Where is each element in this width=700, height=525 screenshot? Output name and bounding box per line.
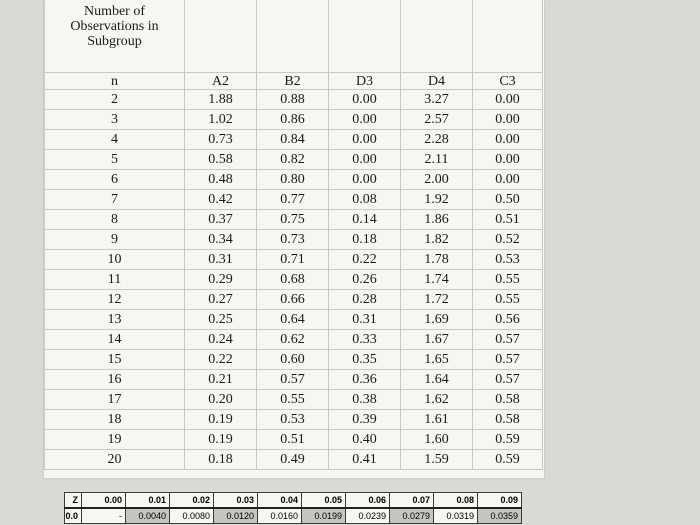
z-value-cell: 0.0199 xyxy=(302,508,346,524)
cell-d3: 0.26 xyxy=(329,270,401,290)
cell-a2: 0.34 xyxy=(185,230,257,250)
z-corner-label: Z xyxy=(65,493,82,509)
cell-d3: 0.00 xyxy=(329,170,401,190)
table-row xyxy=(45,370,543,390)
z-value-cell: 0.0279 xyxy=(390,508,434,524)
table-row xyxy=(45,430,543,450)
column-header-c3: C3 xyxy=(473,73,543,90)
cell-c3: 0.00 xyxy=(473,90,543,110)
header-spacer xyxy=(329,0,401,73)
z-value-cell: 0.0359 xyxy=(478,508,522,524)
table-title-line: Number of xyxy=(83,4,146,19)
cell-d3: 0.22 xyxy=(329,250,401,270)
table-row xyxy=(45,290,543,310)
cell-d3: 0.00 xyxy=(329,110,401,130)
cell-b2: 0.80 xyxy=(257,170,329,190)
cell-c3: 0.00 xyxy=(473,170,543,190)
cell-d4: 1.82 xyxy=(401,230,473,250)
z-value-cell: 0.0040 xyxy=(126,508,170,524)
cell-n: 14 xyxy=(45,330,185,350)
z-value-row xyxy=(65,508,522,524)
cell-d4: 2.00 xyxy=(401,170,473,190)
cell-a2: 0.18 xyxy=(185,450,257,470)
cell-d3: 0.31 xyxy=(329,310,401,330)
cell-n: 10 xyxy=(45,250,185,270)
cell-n: 19 xyxy=(45,430,185,450)
cell-d3: 0.28 xyxy=(329,290,401,310)
cell-a2: 0.19 xyxy=(185,430,257,450)
cell-a2: 0.22 xyxy=(185,350,257,370)
cell-n: 9 xyxy=(45,230,185,250)
z-value-cell: - xyxy=(82,508,126,524)
cell-d3: 0.14 xyxy=(329,210,401,230)
cell-n: 20 xyxy=(45,450,185,470)
header-spacer xyxy=(473,0,543,73)
cell-n: 13 xyxy=(45,310,185,330)
z-column-header: 0.09 xyxy=(478,493,522,509)
cell-c3: 0.59 xyxy=(473,430,543,450)
z-table-strip xyxy=(64,492,522,524)
cell-c3: 0.00 xyxy=(473,110,543,130)
z-column-header: 0.00 xyxy=(82,493,126,509)
cell-d4: 1.74 xyxy=(401,270,473,290)
cell-d4: 1.64 xyxy=(401,370,473,390)
cell-d4: 1.69 xyxy=(401,310,473,330)
table-row xyxy=(45,190,543,210)
cell-d3: 0.00 xyxy=(329,130,401,150)
cell-b2: 0.82 xyxy=(257,150,329,170)
cell-d3: 0.18 xyxy=(329,230,401,250)
cell-a2: 0.73 xyxy=(185,130,257,150)
table-row xyxy=(45,150,543,170)
cell-b2: 0.68 xyxy=(257,270,329,290)
z-column-header: 0.08 xyxy=(434,493,478,509)
table-row xyxy=(45,310,543,330)
cell-c3: 0.56 xyxy=(473,310,543,330)
header-spacer xyxy=(401,0,473,73)
table-title xyxy=(45,0,185,73)
cell-b2: 0.60 xyxy=(257,350,329,370)
table-row xyxy=(45,130,543,150)
cell-c3: 0.58 xyxy=(473,410,543,430)
z-column-header: 0.01 xyxy=(126,493,170,509)
cell-b2: 0.66 xyxy=(257,290,329,310)
table-row xyxy=(45,450,543,470)
cell-c3: 0.55 xyxy=(473,270,543,290)
header-spacer xyxy=(185,0,257,73)
cell-n: 5 xyxy=(45,150,185,170)
cell-n: 17 xyxy=(45,390,185,410)
z-row-label: 0.0 xyxy=(65,508,82,524)
cell-c3: 0.57 xyxy=(473,350,543,370)
cell-d4: 1.67 xyxy=(401,330,473,350)
header-spacer xyxy=(257,0,329,73)
cell-b2: 0.51 xyxy=(257,430,329,450)
cell-a2: 1.02 xyxy=(185,110,257,130)
cell-d3: 0.33 xyxy=(329,330,401,350)
z-column-header: 0.07 xyxy=(390,493,434,509)
z-column-header: 0.06 xyxy=(346,493,390,509)
cell-d4: 1.62 xyxy=(401,390,473,410)
cell-d3: 0.41 xyxy=(329,450,401,470)
cell-c3: 0.58 xyxy=(473,390,543,410)
cell-a2: 0.29 xyxy=(185,270,257,290)
z-column-header: 0.02 xyxy=(170,493,214,509)
cell-n: 2 xyxy=(45,90,185,110)
cell-b2: 0.73 xyxy=(257,230,329,250)
table-title-line: Subgroup xyxy=(87,34,142,49)
cell-c3: 0.55 xyxy=(473,290,543,310)
column-header-b2: B2 xyxy=(257,73,329,90)
cell-a2: 1.88 xyxy=(185,90,257,110)
table-row xyxy=(45,410,543,430)
table-row xyxy=(45,390,543,410)
table-row xyxy=(45,170,543,190)
cell-b2: 0.86 xyxy=(257,110,329,130)
column-header-row xyxy=(45,73,543,90)
cell-n: 3 xyxy=(45,110,185,130)
cell-b2: 0.62 xyxy=(257,330,329,350)
cell-c3: 0.59 xyxy=(473,450,543,470)
title-row xyxy=(45,0,543,73)
cell-b2: 0.57 xyxy=(257,370,329,390)
cell-n: 12 xyxy=(45,290,185,310)
cell-b2: 0.53 xyxy=(257,410,329,430)
cell-d4: 2.28 xyxy=(401,130,473,150)
z-value-cell: 0.0239 xyxy=(346,508,390,524)
cell-a2: 0.58 xyxy=(185,150,257,170)
cell-b2: 0.55 xyxy=(257,390,329,410)
z-column-header: 0.03 xyxy=(214,493,258,509)
cell-a2: 0.42 xyxy=(185,190,257,210)
table-row xyxy=(45,210,543,230)
cell-n: 16 xyxy=(45,370,185,390)
cell-a2: 0.25 xyxy=(185,310,257,330)
table-row xyxy=(45,250,543,270)
cell-n: 6 xyxy=(45,170,185,190)
cell-a2: 0.19 xyxy=(185,410,257,430)
cell-a2: 0.24 xyxy=(185,330,257,350)
cell-a2: 0.48 xyxy=(185,170,257,190)
cell-d3: 0.38 xyxy=(329,390,401,410)
cell-d3: 0.39 xyxy=(329,410,401,430)
cell-c3: 0.52 xyxy=(473,230,543,250)
table-row xyxy=(45,350,543,370)
table-row xyxy=(45,330,543,350)
cell-b2: 0.49 xyxy=(257,450,329,470)
cell-n: 8 xyxy=(45,210,185,230)
cell-b2: 0.75 xyxy=(257,210,329,230)
cell-d3: 0.08 xyxy=(329,190,401,210)
cell-b2: 0.64 xyxy=(257,310,329,330)
cell-b2: 0.77 xyxy=(257,190,329,210)
cell-d4: 3.27 xyxy=(401,90,473,110)
cell-d4: 1.60 xyxy=(401,430,473,450)
cell-d4: 2.57 xyxy=(401,110,473,130)
cell-c3: 0.50 xyxy=(473,190,543,210)
cell-b2: 0.84 xyxy=(257,130,329,150)
cell-d3: 0.36 xyxy=(329,370,401,390)
cell-n: 4 xyxy=(45,130,185,150)
column-header-a2: A2 xyxy=(185,73,257,90)
cell-d3: 0.35 xyxy=(329,350,401,370)
cell-a2: 0.31 xyxy=(185,250,257,270)
z-column-header: 0.05 xyxy=(302,493,346,509)
cell-d4: 1.61 xyxy=(401,410,473,430)
cell-d4: 1.86 xyxy=(401,210,473,230)
z-value-cell: 0.0160 xyxy=(258,508,302,524)
cell-d4: 1.72 xyxy=(401,290,473,310)
cell-c3: 0.00 xyxy=(473,130,543,150)
z-header-row xyxy=(65,493,522,509)
column-header-d3: D3 xyxy=(329,73,401,90)
cell-n: 11 xyxy=(45,270,185,290)
z-value-cell: 0.0080 xyxy=(170,508,214,524)
cell-b2: 0.71 xyxy=(257,250,329,270)
table-row xyxy=(45,230,543,250)
z-value-cell: 0.0319 xyxy=(434,508,478,524)
cell-d3: 0.40 xyxy=(329,430,401,450)
table-title-line: Observations in xyxy=(70,19,159,34)
cell-n: 7 xyxy=(45,190,185,210)
cell-a2: 0.37 xyxy=(185,210,257,230)
cell-a2: 0.21 xyxy=(185,370,257,390)
cell-d4: 1.78 xyxy=(401,250,473,270)
z-value-cell: 0.0120 xyxy=(214,508,258,524)
cell-d4: 1.65 xyxy=(401,350,473,370)
cell-c3: 0.00 xyxy=(473,150,543,170)
cell-c3: 0.57 xyxy=(473,370,543,390)
cell-c3: 0.57 xyxy=(473,330,543,350)
cell-d3: 0.00 xyxy=(329,150,401,170)
z-column-header: 0.04 xyxy=(258,493,302,509)
cell-b2: 0.88 xyxy=(257,90,329,110)
cell-n: 15 xyxy=(45,350,185,370)
column-header-d4: D4 xyxy=(401,73,473,90)
cell-n: 18 xyxy=(45,410,185,430)
cell-c3: 0.51 xyxy=(473,210,543,230)
control-chart-factors-table xyxy=(44,0,543,470)
table-row xyxy=(45,270,543,290)
cell-d4: 1.59 xyxy=(401,450,473,470)
cell-c3: 0.53 xyxy=(473,250,543,270)
cell-a2: 0.27 xyxy=(185,290,257,310)
cell-d4: 2.11 xyxy=(401,150,473,170)
cell-a2: 0.20 xyxy=(185,390,257,410)
cell-d4: 1.92 xyxy=(401,190,473,210)
table-row xyxy=(45,110,543,130)
cell-d3: 0.00 xyxy=(329,90,401,110)
column-header-n: n xyxy=(45,73,185,90)
table-row xyxy=(45,90,543,110)
